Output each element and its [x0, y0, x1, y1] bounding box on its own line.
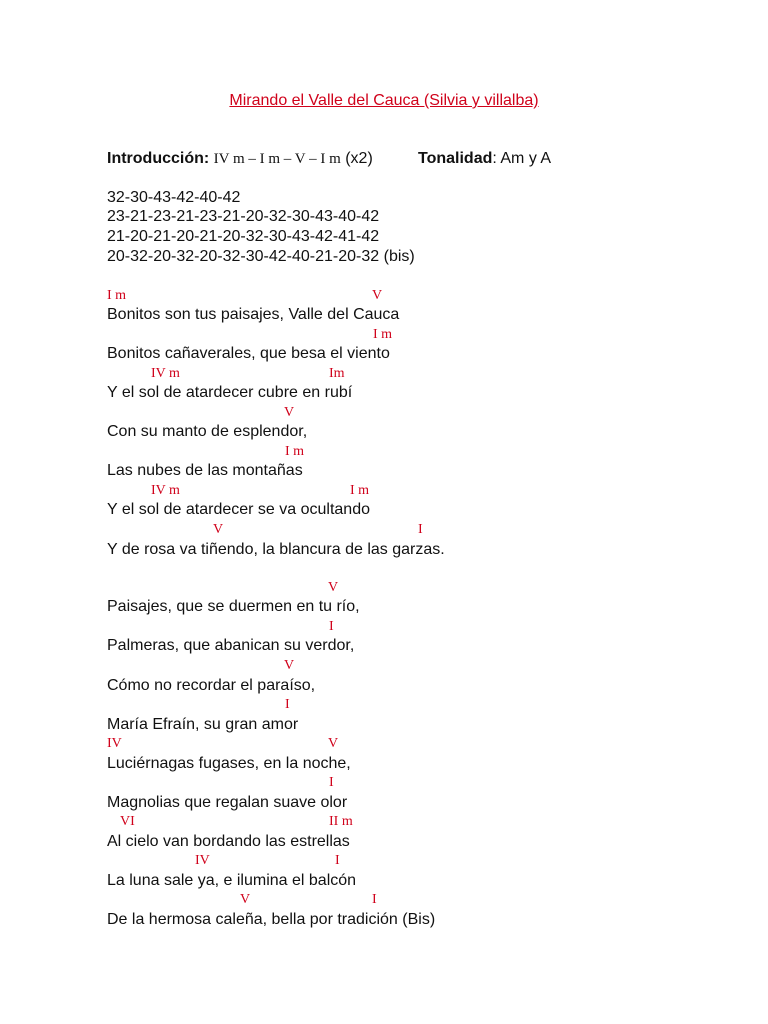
chord: I: [329, 619, 334, 634]
tab-line: 21-20-21-20-21-20-32-30-43-42-41-42: [107, 228, 380, 245]
chord: IV: [195, 853, 210, 868]
chord: V: [328, 736, 339, 751]
tab-line: 23-21-23-21-23-21-20-32-30-43-40-42: [107, 208, 380, 225]
chord: I m: [107, 288, 127, 303]
lyric-line: Las nubes de las montañas: [107, 462, 303, 479]
tab-line: 32-30-43-42-40-42: [107, 189, 241, 206]
intro-line: [107, 150, 373, 168]
lyric-line: Bonitos son tus paisajes, Valle del Cauca: [107, 306, 400, 323]
intro-repeat: (x2): [345, 150, 373, 167]
lyric-line: María Efraín, su gran amor: [107, 716, 299, 733]
chord: II m: [329, 814, 353, 829]
lyric-line: Con su manto de esplendor,: [107, 423, 308, 440]
chord: IV m: [151, 366, 180, 381]
chord: I m: [350, 483, 370, 498]
tonality: [418, 150, 551, 168]
chord: I: [285, 697, 290, 712]
chord: I: [418, 522, 423, 537]
chord: V: [284, 405, 295, 420]
chord: I: [372, 892, 377, 907]
chord: V: [284, 658, 295, 673]
lyric-line: Y el sol de atardecer se va ocultando: [107, 501, 370, 518]
lyric-line: De la hermosa caleña, bella por tradición (Bis): [107, 911, 436, 928]
lyric-line: Al cielo van bordando las estrellas: [107, 833, 350, 850]
intro-progression: IV m – I m – V – I m: [213, 151, 341, 167]
chord: V: [240, 892, 251, 907]
chord: IV m: [151, 483, 180, 498]
tonality-value: : Am y A: [492, 150, 552, 167]
song-title: Mirando el Valle del Cauca (Silvia y villalba): [229, 92, 539, 109]
lyric-line: Y el sol de atardecer cubre en rubí: [107, 384, 353, 401]
chord: IV: [107, 736, 122, 751]
chord: I: [329, 775, 334, 790]
chord: V: [328, 580, 339, 595]
lyric-line: La luna sale ya, e ilumina el balcón: [107, 872, 357, 889]
tab-line: 20-32-20-32-20-32-30-42-40-21-20-32 (bis): [107, 248, 415, 265]
chord: V: [372, 288, 383, 303]
lyric-line: Luciérnagas fugases, en la noche,: [107, 755, 351, 772]
chord: I m: [373, 327, 393, 342]
chord: I m: [285, 444, 305, 459]
tonality-label: Tonalidad: [418, 150, 493, 167]
lyric-line: Magnolias que regalan suave olor: [107, 794, 348, 811]
lyric-line: Cómo no recordar el paraíso,: [107, 677, 316, 694]
intro-label: Introducción:: [107, 150, 210, 167]
chord: VI: [120, 814, 135, 829]
chord: I: [335, 853, 340, 868]
lyric-line: Bonitos cañaverales, que besa el viento: [107, 345, 390, 362]
lyric-line: Paisajes, que se duermen en tu río,: [107, 598, 360, 615]
chord: Im: [329, 366, 345, 381]
lyric-line: Y de rosa va tiñendo, la blancura de las garzas.: [107, 541, 445, 558]
chord: V: [213, 522, 224, 537]
lyric-line: Palmeras, que abanican su verdor,: [107, 637, 355, 654]
